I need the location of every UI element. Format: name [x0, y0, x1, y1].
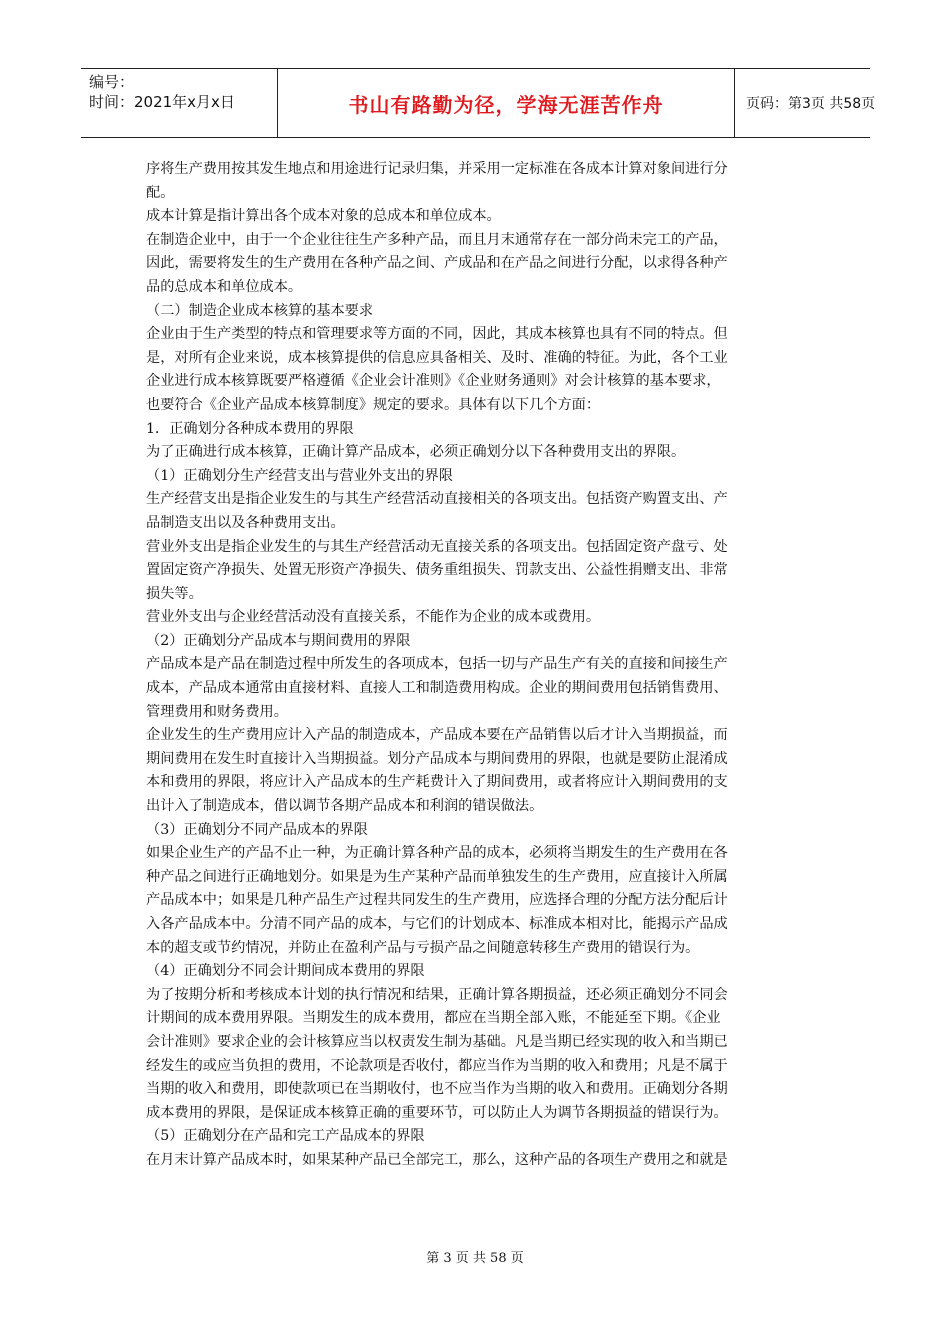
- text-line: 为了正确进行成本核算，正确计算产品成本，必须正确划分以下各种费用支出的界限。: [146, 444, 686, 461]
- text-line: 因此，需要将发生的生产费用在各种产品之间、产成品和在产品之间进行分配，以求得各种产: [146, 255, 728, 272]
- text-line: 配。: [146, 184, 175, 201]
- text-line: 产品成本是产品在制造过程中所发生的各项成本，包括一切与产品生产有关的直接和间接生产: [146, 656, 728, 673]
- text-line: （二）制造企业成本核算的基本要求: [146, 302, 374, 319]
- text-line: 成本计算是指计算出各个成本对象的总成本和单位成本。: [146, 208, 501, 225]
- text-line: （2）正确划分产品成本与期间费用的界限: [146, 632, 411, 649]
- text-line: 当期的收入和费用，即使款项已在当期收付，也不应当作为当期的收入和费用。正确划分各期: [146, 1081, 728, 1098]
- header-meta: [81, 69, 278, 137]
- text-line: 生产经营支出是指企业发生的与其生产经营活动直接相关的各项支出。包括资产购置支出、产: [146, 491, 728, 508]
- text-line: 经发生的或应当负担的费用，不论款项是否收付，都应当作为当期的收入和费用；凡是不属于: [146, 1057, 728, 1074]
- text-line: 企业由于生产类型的特点和管理要求等方面的不同，因此，其成本核算也具有不同的特点。但: [146, 326, 728, 343]
- document-number-label: 编号：: [89, 73, 135, 91]
- text-line: 是，对所有企业来说，成本核算提供的信息应具备相关、及时、准确的特征。为此，各个工业: [146, 349, 728, 366]
- text-line: 期间费用在发生时直接计入当期损益。划分产品成本与期间费用的界限，也就是要防止混淆成: [146, 750, 728, 767]
- text-line: 管理费用和财务费用。: [146, 703, 288, 720]
- text-line: （3）正确划分不同产品成本的界限: [146, 821, 368, 838]
- text-line: 入各产品成本中。分清不同产品的成本，与它们的计划成本、标准成本相对比，能揭示产品成: [146, 916, 728, 932]
- document-date: 时间：2021年x月x日: [89, 93, 235, 111]
- text-line: 在月末计算产品成本时，如果某种产品已全部完工，那么，这种产品的各项生产费用之和就是: [146, 1151, 728, 1168]
- text-line: 在制造企业中，由于一个企业往往生产多种产品，而且月末通常存在一部分尚未完工的产品，: [146, 231, 728, 248]
- text-line: 成本，产品成本通常由直接材料、直接人工和制造费用构成。企业的期间费用包括销售费用、: [146, 680, 728, 697]
- text-line: 企业进行成本核算既要严格遵循《企业会计准则》《企业财务通则》对会计核算的基本要求，: [146, 373, 721, 390]
- text-line: 营业外支出与企业经营活动没有直接关系，不能作为企业的成本或费用。: [146, 609, 601, 626]
- header-page-info: 页码：第3页 共58页: [746, 96, 876, 112]
- text-line: 企业发生的生产费用应计入产品的制造成本，产品成本要在产品销售以后才计入当期损益，而: [146, 727, 728, 744]
- text-line: 成本费用的界限，是保证成本核算正确的重要环节，可以防止人为调节各期损益的错误行为。: [146, 1104, 728, 1121]
- text-line: 营业外支出是指企业发生的与其生产经营活动无直接关系的各项支出。包括固定资产盘亏、处: [146, 538, 728, 555]
- text-line: 序将生产费用按其发生地点和用途进行记录归集，并采用一定标准在各成本计算对象间进行分: [146, 161, 728, 177]
- text-line: 本和费用的界限，将应计入产品成本的生产耗费计入了期间费用，或者将应计入期间费用的支: [146, 774, 728, 791]
- text-line: 种产品之间进行正确地划分。如果是为生产某种产品而单独发生的生产费用，应直接计入所属: [146, 868, 728, 885]
- text-line: 计期间的成本费用界限。当期发生的成本费用，都应在当期全部入账，不能延至下期。《企业: [146, 1010, 721, 1027]
- text-line: 1．正确划分各种成本费用的界限: [146, 420, 354, 437]
- text-line: 品的总成本和单位成本。: [146, 278, 303, 295]
- text-line: 出计入了制造成本，借以调节各期产品成本和利润的错误做法。: [146, 798, 544, 815]
- text-line: （4）正确划分不同会计期间成本费用的界限: [146, 963, 425, 980]
- text-line: 损失等。: [146, 585, 203, 602]
- text-line: 产品成本中；如果是几种产品生产过程共同发生的生产费用，应选择合理的分配方法分配后计: [146, 892, 728, 909]
- page-header: [81, 68, 876, 138]
- text-line: （5）正确划分在产品和完工产品成本的界限: [146, 1128, 425, 1145]
- document-body: [146, 158, 810, 1173]
- text-line: 品制造支出以及各种费用支出。: [146, 514, 345, 531]
- text-line: 为了按期分析和考核成本计划的执行情况和结果，正确计算各期损益，还必须正确划分不同会: [146, 986, 728, 1003]
- text-line: （1）正确划分生产经营支出与营业外支出的界限: [146, 467, 453, 484]
- page-footer: 第 3 页 共 58 页: [426, 1251, 524, 1266]
- text-line: 会计准则》要求企业的会计核算应当以权责发生制为基础。凡是当期已经实现的收入和当期已: [146, 1033, 728, 1050]
- header-motto: 书山有路勤为径，学海无涯苦作舟: [278, 69, 735, 137]
- text-line: 本的超支或节约情况，并防止在盈利产品与亏损产品之间随意转移生产费用的错误行为。: [146, 939, 700, 956]
- text-line: 置固定资产净损失、处置无形资产净损失、债务重组损失、罚款支出、公益性捐赠支出、非常: [146, 562, 728, 579]
- text-line: 如果企业生产的产品不止一种，为正确计算各种产品的成本，必须将当期发生的生产费用在各: [146, 845, 728, 862]
- text-line: 也要符合《企业产品成本核算制度》规定的要求。具体有以下几个方面：: [146, 396, 601, 413]
